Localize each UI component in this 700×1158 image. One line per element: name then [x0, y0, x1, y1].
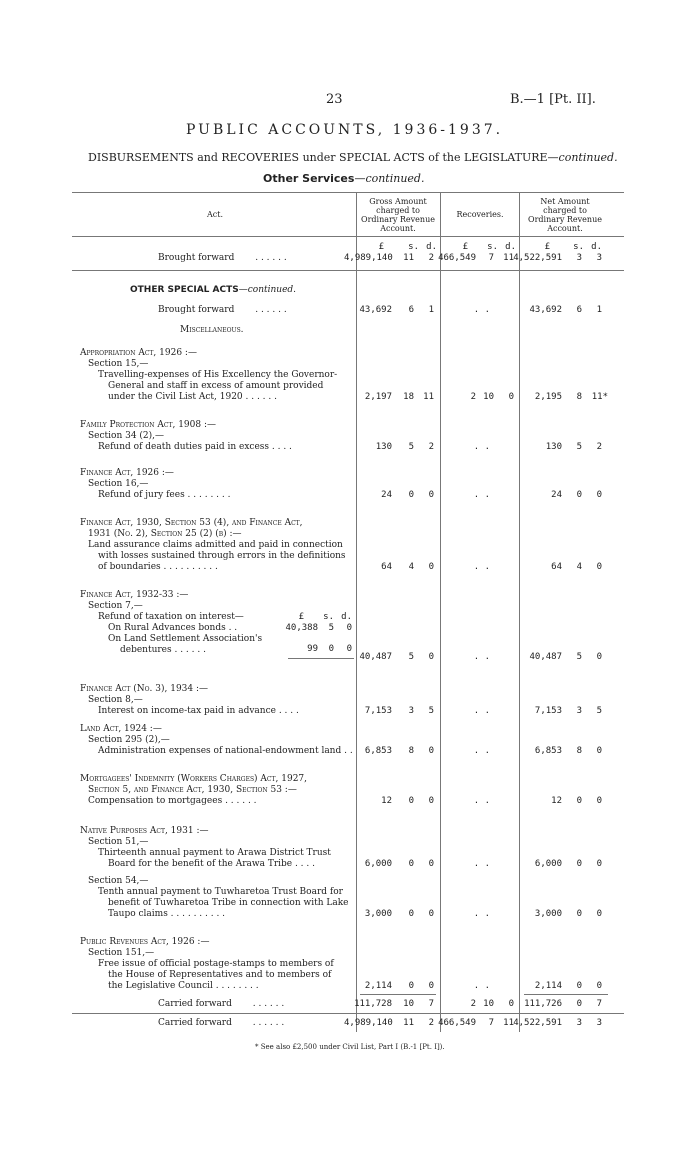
cf-inner-net-shillings: 0 [576, 999, 582, 1009]
e6-net-pence: 0 [596, 746, 602, 756]
entry-line: the Legislative Council . . . . . . . . [108, 981, 259, 991]
bf-gross-shillings: 11 [403, 253, 414, 263]
bf-net-pence: 3 [596, 253, 602, 263]
e9-rec: . . [473, 909, 490, 919]
leader-dots: . . . . . . [252, 999, 285, 1009]
entry-line: Public Revenues Act, 1926 :— [80, 937, 210, 947]
entry-line: Family Protection Act, 1908 :— [80, 420, 216, 430]
col-header-gross [357, 197, 439, 233]
e0-gross-shillings: 18 [403, 392, 414, 402]
other-special-bf-text: Brought forward [158, 305, 235, 315]
e7-net-pence: 0 [596, 796, 602, 806]
e0-rec-pounds: 2 [470, 392, 476, 402]
other-special-heading-cont: —continued. [238, 285, 297, 295]
entry-line: Compensation to mortgagees . . . . . . [88, 796, 257, 806]
sub-unit-shilling: s. [323, 612, 334, 622]
entry-line: Refund of taxation on interest— [98, 612, 244, 622]
col-header-net-line: charged to [543, 206, 587, 215]
carried-forward-inner-label [158, 999, 284, 1010]
e0-gross-pence: 11 [423, 392, 434, 402]
e5-net-pence: 5 [596, 706, 602, 716]
unit-pence: d. [505, 242, 516, 252]
e6-rec: . . [473, 746, 490, 756]
cf-total-net-shillings: 3 [576, 1018, 582, 1028]
e6-gross-pounds: 6,853 [364, 746, 392, 756]
bf-rec-pence: 11 [503, 253, 514, 263]
carried-forward-rule [72, 1013, 624, 1014]
entry-finance-act-1926 [80, 468, 230, 501]
e10-net-shillings: 0 [576, 981, 582, 991]
gross-total-rule [360, 994, 436, 995]
col-header-recoveries: Recoveries. [456, 210, 504, 219]
e2-net-shillings: 0 [576, 490, 582, 500]
e7-net-shillings: 0 [576, 796, 582, 806]
e1-net-pounds: 130 [545, 442, 562, 452]
other-special-bf-label [158, 305, 287, 316]
unit-shilling: s. [573, 242, 584, 252]
col-rule-2 [440, 192, 441, 1032]
entry-line: General and staff in excess of amount provided [108, 381, 324, 391]
e1-net-pence: 2 [596, 442, 602, 452]
e10-gross-shillings: 0 [408, 981, 414, 991]
bf-rec-pounds: 466,549 [438, 253, 476, 263]
e10-gross-pounds: 2,114 [364, 981, 392, 991]
e4-gross-pounds: 40,487 [359, 652, 392, 662]
cf-total-gross-pence: 2 [428, 1018, 434, 1028]
entry-line: Native Purposes Act, 1931 :— [80, 826, 209, 836]
unit-pound: £ [462, 242, 468, 252]
e5-net-pounds: 7,153 [534, 706, 562, 716]
subtitle-main: DISBURSEMENTS and RECOVERIES under SPECIAL ACTS of the LEGISLATURE [88, 151, 548, 164]
e3-gross-pounds: 64 [381, 562, 392, 572]
sub-row-pounds: 99 [307, 644, 318, 654]
entry-line: Section 16,— [88, 479, 149, 489]
carried-forward-text: Carried forward [158, 1018, 232, 1028]
cf-inner-rec-shillings: 10 [483, 999, 494, 1009]
e1-gross-shillings: 5 [408, 442, 414, 452]
entry-line: Section 7,— [88, 601, 143, 611]
entry-line: Section 34 (2),— [88, 431, 165, 441]
entry-native-purposes-section-54 [88, 876, 349, 920]
bf-rec-shillings: 7 [488, 253, 494, 263]
document-reference: B.—1 [Pt. II]. [510, 92, 596, 107]
cf-inner-rec-pounds: 2 [470, 999, 476, 1009]
entry-finance-act-1930 [80, 518, 346, 573]
entry-line: Section 151,— [88, 948, 155, 958]
e10-net-pence: 0 [596, 981, 602, 991]
e7-rec: . . [473, 796, 490, 806]
e3-net-shillings: 4 [576, 562, 582, 572]
footnote: * See also £2,500 under Civil List, Part I (B.-1 [Pt. I]). [255, 1043, 445, 1051]
e6-net-shillings: 8 [576, 746, 582, 756]
sub-row-pence: 0 [346, 644, 352, 654]
e9-gross-pounds: 3,000 [364, 909, 392, 919]
entry-line: On Rural Advances bonds . . [108, 623, 238, 633]
unit-pence: d. [591, 242, 602, 252]
entry-finance-act-no3-1934 [80, 684, 299, 717]
page-number: 23 [326, 92, 343, 107]
e8-rec: . . [473, 859, 490, 869]
e2-net-pence: 0 [596, 490, 602, 500]
entry-line: Travelling-expenses of His Excellency the Governor- [98, 370, 338, 380]
brought-forward-rule [72, 270, 624, 271]
os-bf-gross-shillings: 6 [408, 305, 414, 315]
entry-line: Finance Act, 1930, Section 53 (4), and Finance Act, [80, 518, 303, 528]
entry-line: Thirteenth annual payment to Arawa District Trust [98, 848, 331, 858]
bf-gross-pounds: 4,989,140 [344, 253, 393, 263]
sub-row-shillings: 0 [328, 644, 334, 654]
e0-net-pence: 11* [591, 392, 608, 402]
cf-total-rec-pounds: 466,549 [438, 1018, 476, 1028]
col-header-net-line: Net Amount [540, 197, 590, 206]
unit-pence: d. [426, 242, 437, 252]
col-header-net [520, 197, 610, 233]
sub-row-shillings: 5 [328, 623, 334, 633]
e6-net-pounds: 6,853 [534, 746, 562, 756]
e0-rec-shillings: 10 [483, 392, 494, 402]
leader-dots: . . . . . . [255, 305, 287, 315]
entry-line: Finance Act, 1926 :— [80, 468, 174, 478]
leader-dots: . . . . . . [252, 1018, 285, 1028]
e8-gross-pounds: 6,000 [364, 859, 392, 869]
entry-line: with losses sustained through errors in the definitions [98, 551, 346, 561]
entry-line: Section 5, and Finance Act, 1930, Section 53 :— [88, 785, 297, 795]
entry-line: of boundaries . . . . . . . . . . [98, 562, 218, 572]
table-top-rule [72, 192, 624, 193]
entry-line: Land Act, 1924 :— [80, 724, 162, 734]
entry-line: benefit of Tuwharetoa Tribe in connection with Lake [108, 898, 349, 908]
e7-net-pounds: 12 [551, 796, 562, 806]
e8-net-shillings: 0 [576, 859, 582, 869]
section-title-continued: —continued. [354, 172, 425, 185]
unit-pound: £ [544, 242, 550, 252]
e3-rec: . . [473, 562, 490, 572]
entry-line: Finance Act (No. 3), 1934 :— [80, 684, 209, 694]
entry-line: Section 295 (2),— [88, 735, 170, 745]
section-title-main: Other Services [263, 172, 355, 185]
sub-row-pounds: 40,388 [285, 623, 318, 633]
e9-net-pounds: 3,000 [534, 909, 562, 919]
col-header-gross-line: Ordinary Revenue [361, 215, 435, 224]
header-bottom-rule [72, 236, 624, 237]
entry-line: 1931 (No. 2), Section 25 (2) (b) :— [88, 529, 242, 539]
entry-family-protection-act [80, 420, 292, 453]
cf-total-net-pence: 3 [596, 1018, 602, 1028]
e9-net-shillings: 0 [576, 909, 582, 919]
entry-finance-act-1932-33 [80, 590, 262, 656]
e0-rec-pence: 0 [508, 392, 514, 402]
e0-net-pounds: 2,195 [534, 392, 562, 402]
carried-forward-text: Carried forward [158, 999, 232, 1009]
e7-gross-shillings: 0 [408, 796, 414, 806]
other-special-heading [130, 285, 296, 295]
unit-shilling: s. [487, 242, 498, 252]
os-bf-rec: . . [473, 305, 490, 315]
unit-shilling: s. [408, 242, 419, 252]
e0-gross-pounds: 2,197 [364, 392, 392, 402]
cf-total-rec-pence: 11 [503, 1018, 514, 1028]
e5-rec: . . [473, 706, 490, 716]
e6-gross-shillings: 8 [408, 746, 414, 756]
e4-net-pounds: 40,487 [529, 652, 562, 662]
e5-net-shillings: 3 [576, 706, 582, 716]
cf-inner-gross-shillings: 10 [403, 999, 414, 1009]
e9-net-pence: 0 [596, 909, 602, 919]
col-rule-3 [519, 192, 520, 1032]
e4-rec: . . [473, 652, 490, 662]
e1-gross-pence: 2 [428, 442, 434, 452]
entry-line: the House of Representatives and to members of [108, 970, 332, 980]
entry-appropriation-act [80, 348, 337, 403]
unit-pound: £ [378, 242, 384, 252]
e4-gross-shillings: 5 [408, 652, 414, 662]
entry-line: Administration expenses of national-endowment land . . [98, 746, 353, 756]
e9-gross-pence: 0 [428, 909, 434, 919]
entry-line: Refund of jury fees . . . . . . . . [98, 490, 231, 500]
os-bf-net-pounds: 43,692 [529, 305, 562, 315]
entry-line: Section 54,— [88, 876, 149, 886]
cf-inner-gross-pence: 7 [428, 999, 434, 1009]
cf-inner-rec-pence: 0 [508, 999, 514, 1009]
entry-line: debentures . . . . . . [120, 645, 206, 655]
os-bf-gross-pence: 1 [428, 305, 434, 315]
os-bf-gross-pounds: 43,692 [359, 305, 392, 315]
e8-gross-pence: 0 [428, 859, 434, 869]
subtitle-continued: —continued. [547, 151, 618, 164]
e10-gross-pence: 0 [428, 981, 434, 991]
e2-gross-pence: 0 [428, 490, 434, 500]
cf-total-net-pounds: 4,522,591 [513, 1018, 562, 1028]
e8-gross-shillings: 0 [408, 859, 414, 869]
entry-line: Land assurance claims admitted and paid in connection [88, 540, 343, 550]
e3-net-pence: 0 [596, 562, 602, 572]
e1-net-shillings: 5 [576, 442, 582, 452]
e3-gross-shillings: 4 [408, 562, 414, 572]
cf-inner-net-pence: 7 [596, 999, 602, 1009]
entry-line: Tenth annual payment to Tuwharetoa Trust Board for [98, 887, 343, 897]
cf-total-rec-shillings: 7 [488, 1018, 494, 1028]
e7-gross-pounds: 12 [381, 796, 392, 806]
entry-line: Mortgagees' Indemnity (Workers Charges) Act, 1927, [80, 774, 308, 784]
e4-gross-pence: 0 [428, 652, 434, 662]
e2-net-pounds: 24 [551, 490, 562, 500]
os-bf-net-pence: 1 [596, 305, 602, 315]
carried-forward-total-label [158, 1018, 284, 1029]
col-header-gross-line: Account. [380, 224, 416, 233]
col-header-gross-line: Gross Amount [369, 197, 427, 206]
sub-total-rule [288, 658, 354, 659]
bf-gross-pence: 2 [428, 253, 434, 263]
entry-line: Section 51,— [88, 837, 149, 847]
e10-rec: . . [473, 981, 490, 991]
entry-line: On Land Settlement Association's [108, 634, 263, 644]
col-header-gross-line: charged to [376, 206, 420, 215]
miscellaneous-heading: Miscellaneous. [180, 325, 244, 335]
col-rule-1 [356, 192, 357, 1032]
entry-line: Free issue of official postage-stamps to members of [98, 959, 334, 969]
entry-public-revenues-act [80, 937, 334, 992]
e4-net-shillings: 5 [576, 652, 582, 662]
other-special-heading-text: OTHER SPECIAL ACTS [130, 285, 239, 295]
e3-net-pounds: 64 [551, 562, 562, 572]
entry-line: Taupo claims . . . . . . . . . . [108, 909, 226, 919]
entry-mortgagees-indemnity-act [80, 774, 307, 807]
leader-dots: . . . . . . [255, 253, 287, 263]
e2-gross-shillings: 0 [408, 490, 414, 500]
entry-line: Section 15,— [88, 359, 149, 369]
cf-total-gross-shillings: 11 [403, 1018, 414, 1028]
e5-gross-pounds: 7,153 [364, 706, 392, 716]
col-header-net-line: Ordinary Revenue [528, 215, 602, 224]
brought-forward-label [158, 253, 287, 264]
entry-line: Finance Act, 1932-33 :— [80, 590, 189, 600]
e9-gross-shillings: 0 [408, 909, 414, 919]
bf-net-shillings: 3 [576, 253, 582, 263]
sub-unit-pence: d. [341, 612, 352, 622]
e6-gross-pence: 0 [428, 746, 434, 756]
e5-gross-shillings: 3 [408, 706, 414, 716]
entry-native-purposes-act [80, 826, 331, 870]
net-total-rule [524, 994, 608, 995]
e1-gross-pounds: 130 [375, 442, 392, 452]
entry-line: Refund of death duties paid in excess . . . . [98, 442, 292, 452]
cf-inner-gross-pounds: 111,728 [354, 999, 392, 1009]
sub-unit-pound: £ [298, 612, 304, 622]
col-header-net-line: Account. [547, 224, 583, 233]
col-header-act: Act. [206, 210, 223, 219]
subtitle [88, 151, 618, 164]
entry-line: under the Civil List Act, 1920 . . . . . . [108, 392, 277, 402]
brought-forward-text: Brought forward [158, 253, 235, 263]
e0-net-shillings: 8 [576, 392, 582, 402]
e4-net-pence: 0 [596, 652, 602, 662]
e3-gross-pence: 0 [428, 562, 434, 572]
e7-gross-pence: 0 [428, 796, 434, 806]
entry-land-act-1924 [80, 724, 353, 757]
e10-net-pounds: 2,114 [534, 981, 562, 991]
entry-line: Appropriation Act, 1926 :— [80, 348, 197, 358]
e8-net-pence: 0 [596, 859, 602, 869]
e5-gross-pence: 5 [428, 706, 434, 716]
sub-row-pence: 0 [346, 623, 352, 633]
cf-inner-net-pounds: 111,726 [524, 999, 562, 1009]
os-bf-net-shillings: 6 [576, 305, 582, 315]
entry-line: Board for the benefit of the Arawa Tribe . . . . [108, 859, 315, 869]
section-title [263, 172, 424, 185]
e1-rec: . . [473, 442, 490, 452]
e8-net-pounds: 6,000 [534, 859, 562, 869]
page-title: PUBLIC ACCOUNTS, 1936-1937. [186, 122, 504, 138]
cf-total-gross-pounds: 4,989,140 [344, 1018, 393, 1028]
e2-gross-pounds: 24 [381, 490, 392, 500]
e2-rec: . . [473, 490, 490, 500]
bf-net-pounds: 4,522,591 [513, 253, 562, 263]
entry-line: Interest on income-tax paid in advance . . . . [98, 706, 299, 716]
entry-line: Section 8,— [88, 695, 143, 705]
